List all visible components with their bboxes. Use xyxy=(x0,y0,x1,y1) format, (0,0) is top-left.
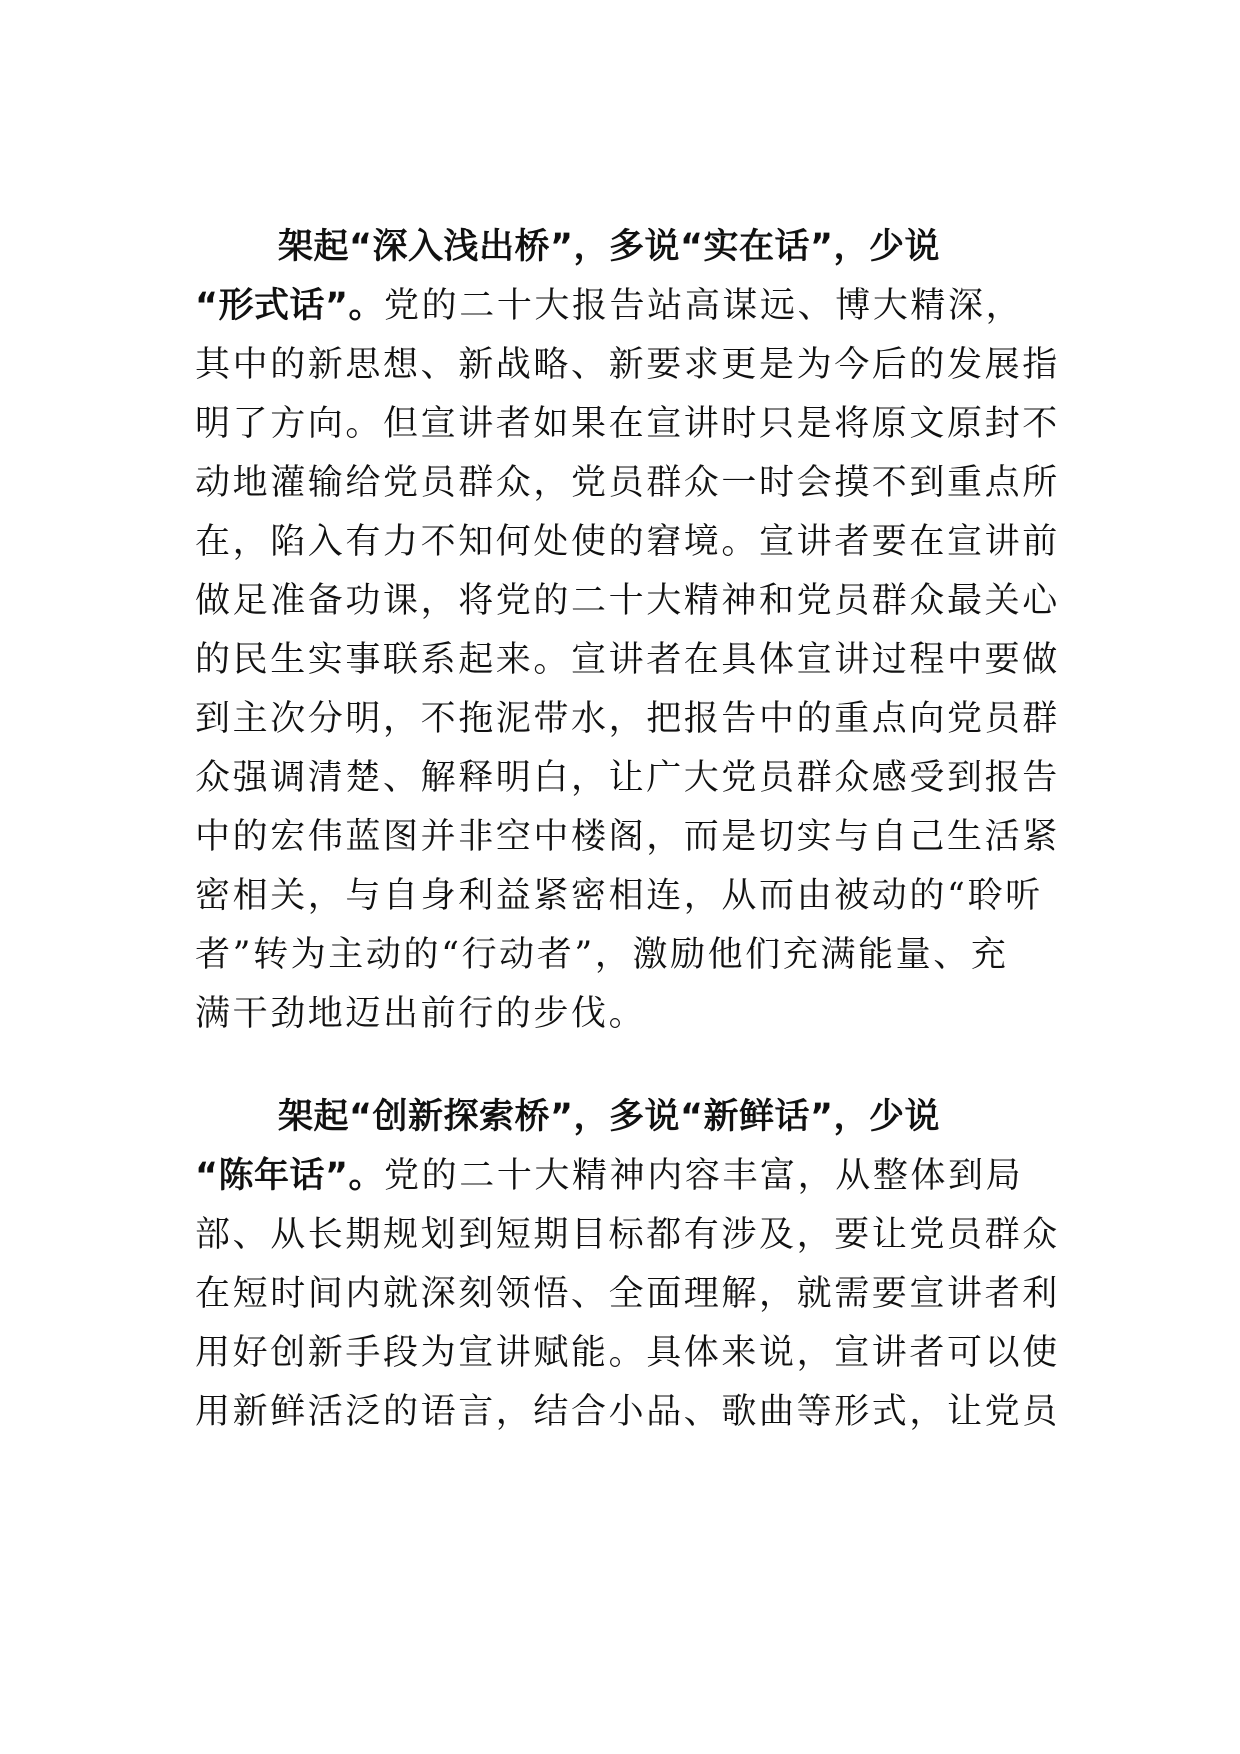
paragraph-1-heading: 架起“深入浅出桥”，多说“实在话”，少说 xyxy=(277,227,940,267)
paragraph-1-line-7: 的民生实事联系起来。宣讲者在具体宣讲过程中要做 xyxy=(195,640,1060,680)
paragraph-1-line-13: 满干劲地迈出前行的步伐。 xyxy=(195,994,647,1034)
paragraph-2-heading: 架起“创新探索桥”，多说“新鲜话”，少说 xyxy=(277,1097,940,1137)
paragraph-1-line-10: 中的宏伟蓝图并非空中楼阁，而是切实与自己生活紧 xyxy=(195,817,1060,857)
paragraph-1-line-12: 者”转为主动的“行动者”，激励他们充满能量、充 xyxy=(195,935,1009,975)
paragraph-1-bold-lead: “形式话”。 xyxy=(195,286,385,326)
paragraph-1-line-11: 密相关，与自身利益紧密相连，从而由被动的“聆听 xyxy=(195,876,1043,916)
paragraph-1-line-3: 明了方向。但宣讲者如果在宣讲时只是将原文原封不 xyxy=(195,404,1060,444)
paragraph-1-line-6: 做足准备功课，将党的二十大精神和党员群众最关心 xyxy=(195,581,1060,621)
paragraph-1-line-1-text: 党的二十大报告站高谋远、博大精深， xyxy=(384,286,1024,326)
paragraph-1-line-5: 在，陷入有力不知何处使的窘境。宣讲者要在宣讲前 xyxy=(195,522,1060,562)
paragraph-1-line-4: 动地灌输给党员群众，党员群众一时会摸不到重点所 xyxy=(195,463,1060,503)
paragraph-1 xyxy=(195,218,1060,1044)
paragraph-2-line-1-text: 党的二十大精神内容丰富，从整体到局 xyxy=(384,1156,1024,1196)
paragraph-2-line-2: 部、从长期规划到短期目标都有涉及，要让党员群众 xyxy=(195,1215,1060,1255)
paragraph-2-line-3: 在短时间内就深刻领悟、全面理解，就需要宣讲者利 xyxy=(195,1274,1060,1314)
paragraph-1-line-2: 其中的新思想、新战略、新要求更是为今后的发展指 xyxy=(195,345,1060,385)
paragraph-1-line-1 xyxy=(195,277,1023,336)
paragraph-2-line-5: 用新鲜活泛的语言，结合小品、歌曲等形式，让党员 xyxy=(195,1392,1060,1432)
paragraph-1-line-8: 到主次分明，不拖泥带水，把报告中的重点向党员群 xyxy=(195,699,1060,739)
paragraph-2-line-4: 用好创新手段为宣讲赋能。具体来说，宣讲者可以使 xyxy=(195,1333,1060,1373)
paragraph-2 xyxy=(195,1088,1060,1442)
paragraph-2-line-1 xyxy=(195,1147,1023,1206)
paragraph-2-bold-lead: “陈年话”。 xyxy=(195,1156,385,1196)
paragraph-1-line-9: 众强调清楚、解释明白，让广大党员群众感受到报告 xyxy=(195,758,1060,798)
